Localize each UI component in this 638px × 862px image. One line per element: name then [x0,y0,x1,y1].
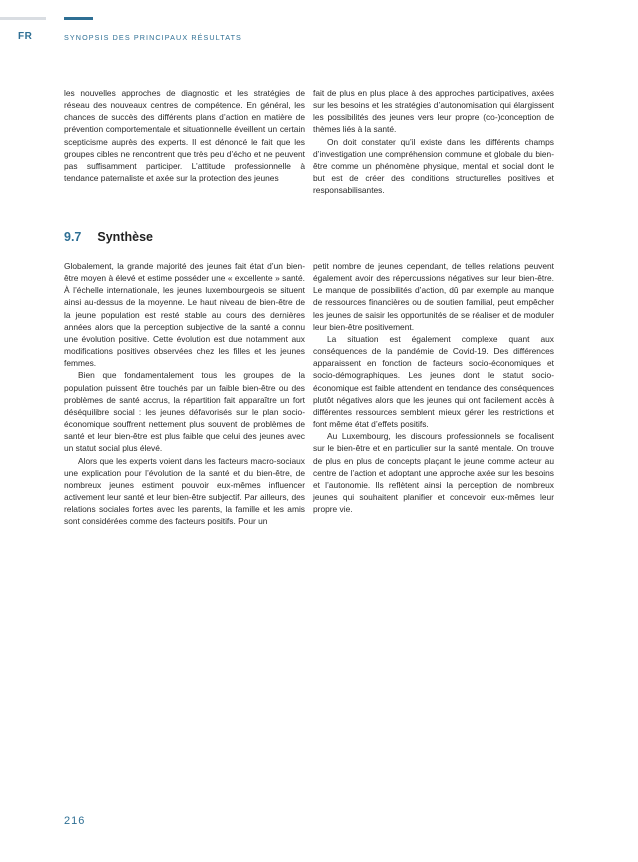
language-bar [0,17,46,20]
paragraph: On doit constater qu’il existe dans les différents champs d’investigation une compréhension commune et globale du bien-être comme un phénomène physique, mental et social dont le but est de créer des conditions structurelles positives et responsabilisantes. [313,136,554,196]
paragraph: Au Luxembourg, les discours professionnels se focalisent sur le bien-être et en particulier sur la santé mentale. On trouve de plus en plus de concepts plaçant le jeune comme acteur au centre de l’action et adoptant une approche axée sur les besoins et l’autonomie. Ils reflètent ainsi la perception de nombreux jeunes qui souhaitent planifier et concevoir eux-mêmes leur propre vie. [313,431,554,515]
paragraph: La situation est également complexe quant aux conséquences de la pandémie de Covid-19. Des différences apparaissent en fonction de facteurs socio-économiques et socio-démographiques. Les jeunes dont le statut socio-économique est faible attendent en tendance des conséquences plutôt négatives alors que les jeunes qui ont facilement accès à différentes ressources semblent mieux gérer les restrictions et font même état d’effets positifs. [313,333,554,430]
intro-left-column [64,87,305,184]
section-heading [64,230,153,244]
section-number: 9.7 [64,230,82,244]
paragraph: les nouvelles approches de diagnostic et les stratégies de réseau des nouveaux centres de compétence. En général, les chances de succès des différents plans d’action en matière de prévention comportementale et situationnelle éveillent un certain scepticisme auprès des experts. Il est dénoncé le fait que les groupes cibles ne rencontrent que très peu d’écho et ne peuvent pas suffisamment participer. L’attitude professionnelle à tendance paternaliste et axée sur la protection des jeunes [64,88,305,184]
paragraph: fait de plus en plus place à des approches participatives, axées sur les besoins et les stratégies d’autonomisation qui élargissent les possibilités des jeunes vers leur propre (co-)conception de thèmes liés à la santé. [313,88,554,135]
header-accent-bar [64,17,93,20]
intro-right-column [313,87,554,196]
section-title: Synthèse [97,230,153,244]
running-header: SYNOPSIS DES PRINCIPAUX RÉSULTATS [64,33,242,42]
paragraph: petit nombre de jeunes cependant, de telles relations peuvent également avoir des répercussions négatives sur leur bien-être. Le manque de possibilités d’action, dû par exemple au manque de ressources financières ou de soutien familial, peut empêcher les jeunes de saisir les opportunités de se réaliser et de moduler leur bien-être positivement. [313,261,554,332]
paragraph: Bien que fondamentalement tous les groupes de la population puissent être touchés par un faible bien-être ou des problèmes de santé accrus, la répartition fait apparaître un fort déséquilibre social : les jeunes défavorisés sur le plan socio-économique souffrent nettement plus souvent de problèmes de santé et leur bien-être est plus faible que celui des jeunes avec un statut social plus élevé. [64,370,305,454]
page-number: 216 [64,815,86,827]
paragraph: Globalement, la grande majorité des jeunes fait état d’un bien-être moyen à élevé et estime posséder une « excellente » santé. À l’échelle internationale, les jeunes luxembourgeois se situent ainsi au-dessus de la moyenne. Le haut niveau de bien-être de la jeune population est resté stable au cours des dernières années alors que la perception subjective de la santé a connu une évolution positive. Cette évolution est due notamment aux modifications positives observées chez les filles et les jeunes femmes. [64,261,305,369]
body-left-column [64,260,305,527]
paragraph: Alors que les experts voient dans les facteurs macro-sociaux une explication pour l’évolution de la santé et du bien-être, de nombreux jeunes estiment pouvoir eux-mêmes influencer activement leur santé et leur bien-être subjectif. Par ailleurs, des relations sociales fortes avec les parents, la famille et les amis sont considérées comme des facteurs positifs. Pour un [64,455,305,527]
language-label: FR [18,31,33,42]
body-right-column [313,260,554,515]
